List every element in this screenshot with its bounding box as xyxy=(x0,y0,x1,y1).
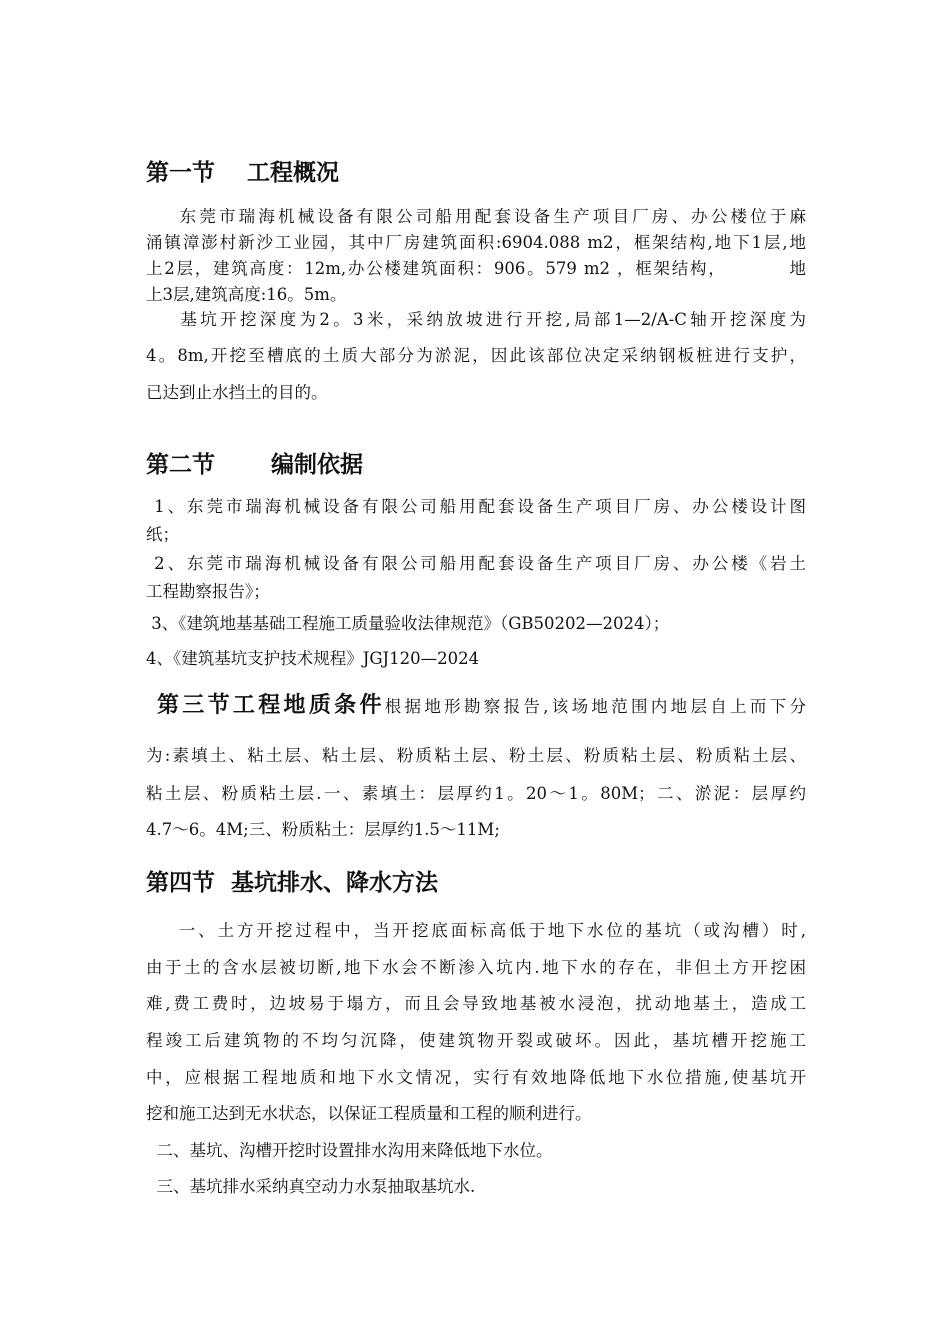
section-1-p2-line-1: 基坑开挖深度为2。3米，采纳放坡进行开挖,局部1—2/A-C轴开挖深度为 xyxy=(146,310,806,329)
section-1-heading: 第一节 工程概况 xyxy=(146,160,340,186)
section-4-line-5: 中，应根据工程地质和地下水文情况，实行有效地降低地下水位措施,使基坑开 xyxy=(146,1068,806,1087)
section-2-heading: 第二节 编制依据 xyxy=(146,452,364,478)
section-1-p2-line-3: 已达到止水挡土的目的。 xyxy=(146,383,328,402)
section-3-line-1: 根据地形勘察报告,该场地范围内地层自上而下分 xyxy=(384,697,806,716)
section-4-line-2: 由于土的含水层被切断,地下水会不断渗入坑内.地下水的存在，非但土方开挖困 xyxy=(146,958,806,977)
section-1-p1-line-2: 涌镇漳澎村新沙工业园，其中厂房建筑面积:6904.088 m2，框架结构,地下1层,地 xyxy=(146,233,806,252)
basis-item-1: 1、东莞市瑞海机械设备有限公司船用配套设备生产项目厂房、办公楼设计图 xyxy=(146,497,806,516)
section-4-line-8: 三、基坑排水采纳真空动力水泵抽取基坑水. xyxy=(146,1177,476,1196)
section-1-p1-line-1: 东莞市瑞海机械设备有限公司船用配套设备生产项目厂房、办公楼位于麻 xyxy=(146,207,806,226)
basis-item-2-cont: 工程勘察报告》； xyxy=(146,582,270,601)
section-1-p2-line-2: 4。8m,开挖至槽底的土质大部分为淤泥，因此该部位决定采纳钢板桩进行支护， xyxy=(146,346,806,365)
section-4-line-4: 程竣工后建筑物的不均匀沉降，使建筑物开裂或破坏。因此，基坑槽开挖施工 xyxy=(146,1031,806,1050)
section-3-line-3: 粘土层、粉质粘土层.一、素填土：层厚约1。20～1。80M；二、淤泥：层厚约 xyxy=(146,784,806,803)
basis-item-1-cont: 纸； xyxy=(146,525,179,544)
section-1-p1-line-3: 上2层，建筑高度：12m,办公楼建筑面积：906。579 m2 ，框架结构， 地 xyxy=(146,259,806,278)
section-3-first-line xyxy=(146,695,806,718)
section-4-heading: 第四节 基坑排水、降水方法 xyxy=(146,870,439,896)
section-1-p1-line-4: 上3层,建筑高度:16。5m。 xyxy=(146,285,347,304)
section-3-line-4: 4.7～6。4M;三、粉质粘土：层厚约1.5～11M; xyxy=(146,820,500,839)
section-4-line-1: 一、土方开挖过程中，当开挖底面标高低于地下水位的基坑（或沟槽）时, xyxy=(146,921,806,940)
basis-item-2: 2、东莞市瑞海机械设备有限公司船用配套设备生产项目厂房、办公楼《岩土 xyxy=(146,554,806,573)
section-4-line-7: 二、基坑、沟槽开挖时设置排水沟用来降低地下水位。 xyxy=(146,1141,553,1160)
section-4-line-6: 挖和施工达到无水状态，以保证工程质量和工程的顺利进行。 xyxy=(146,1104,592,1123)
section-3-line-2: 为:素填土、粘土层、粘土层、粉质粘土层、粉土层、粉质粘土层、粉质粘土层、 xyxy=(146,746,806,765)
basis-item-4: 4、《建筑基坑支护技术规程》JGJ120—2024 xyxy=(146,649,480,668)
section-4-line-3: 难,费工费时，边坡易于塌方，而且会导致地基被水浸泡，扰动地基土，造成工 xyxy=(146,994,806,1013)
section-3-heading: 第三节工程地质条件 xyxy=(146,693,385,718)
basis-item-3: 3、《建筑地基基础工程施工质量验收法律规范》（GB50202—2024）； xyxy=(146,614,670,633)
